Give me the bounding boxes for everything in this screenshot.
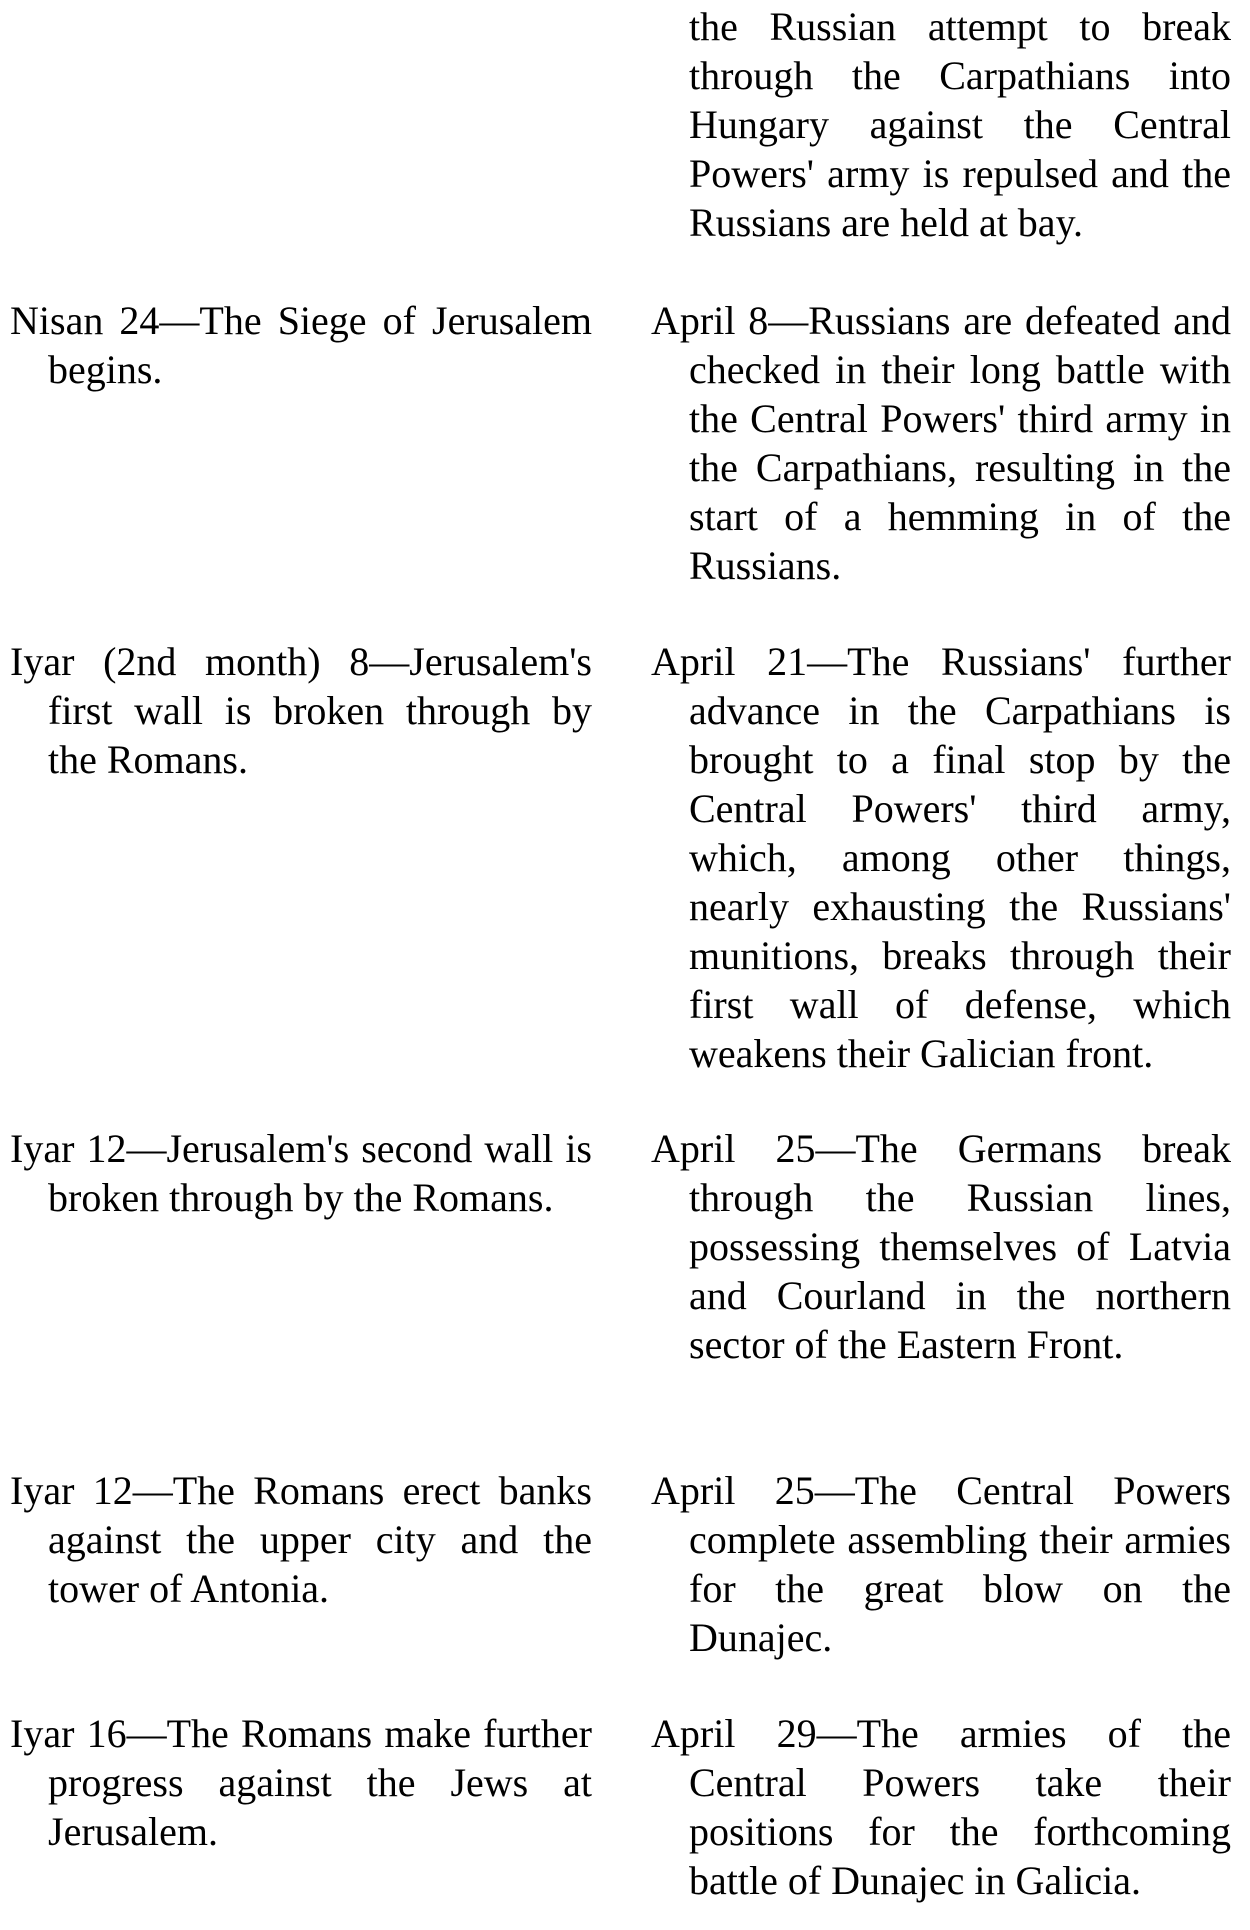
- left-entry-iyar-8: Iyar (2nd month) 8—Jerusalem's first wall is broken through by the Romans.: [10, 639, 592, 782]
- left-entry-nisan-24: Nisan 24—The Siege of Jerusalem begins.: [10, 298, 592, 392]
- right-entry-continuation: the Russian attempt to break through the Carpathians into Hungary against the Central Powers' army is repulsed and the Russians are held at bay.: [689, 4, 1231, 245]
- right-entry-april-29: April 29—The armies of the Central Powers take their positions for the forthcoming battle of Dunajec in Galicia.: [651, 1711, 1231, 1903]
- left-entry-iyar-12-banks: Iyar 12—The Romans erect banks against the upper city and the tower of Antonia.: [10, 1468, 592, 1611]
- left-entry-iyar-12-second-wall: Iyar 12—Jerusalem's second wall is broken through by the Romans.: [10, 1126, 592, 1220]
- right-entry-april-8: April 8—Russians are defeated and checked in their long battle with the Central Powers' third army in the Carpathians, resulting in the start of a hemming in of the Russians.: [651, 298, 1231, 588]
- right-entry-april-21: April 21—The Russians' further advance in the Carpathians is brought to a final stop by the Central Powers' third army, which, among other things, nearly exhausting the Russians' munitions, breaks through their first wall of defense, which weakens their Galician front.: [651, 639, 1231, 1076]
- right-entry-april-25-central-powers: April 25—The Central Powers complete assembling their armies for the great blow on the Dunajec.: [651, 1468, 1231, 1660]
- left-entry-iyar-16: Iyar 16—The Romans make further progress against the Jews at Jerusalem.: [10, 1711, 592, 1854]
- right-entry-april-25-germans: April 25—The Germans break through the Russian lines, possessing themselves of Latvia and Courland in the northern sector of the Eastern Front.: [651, 1126, 1231, 1367]
